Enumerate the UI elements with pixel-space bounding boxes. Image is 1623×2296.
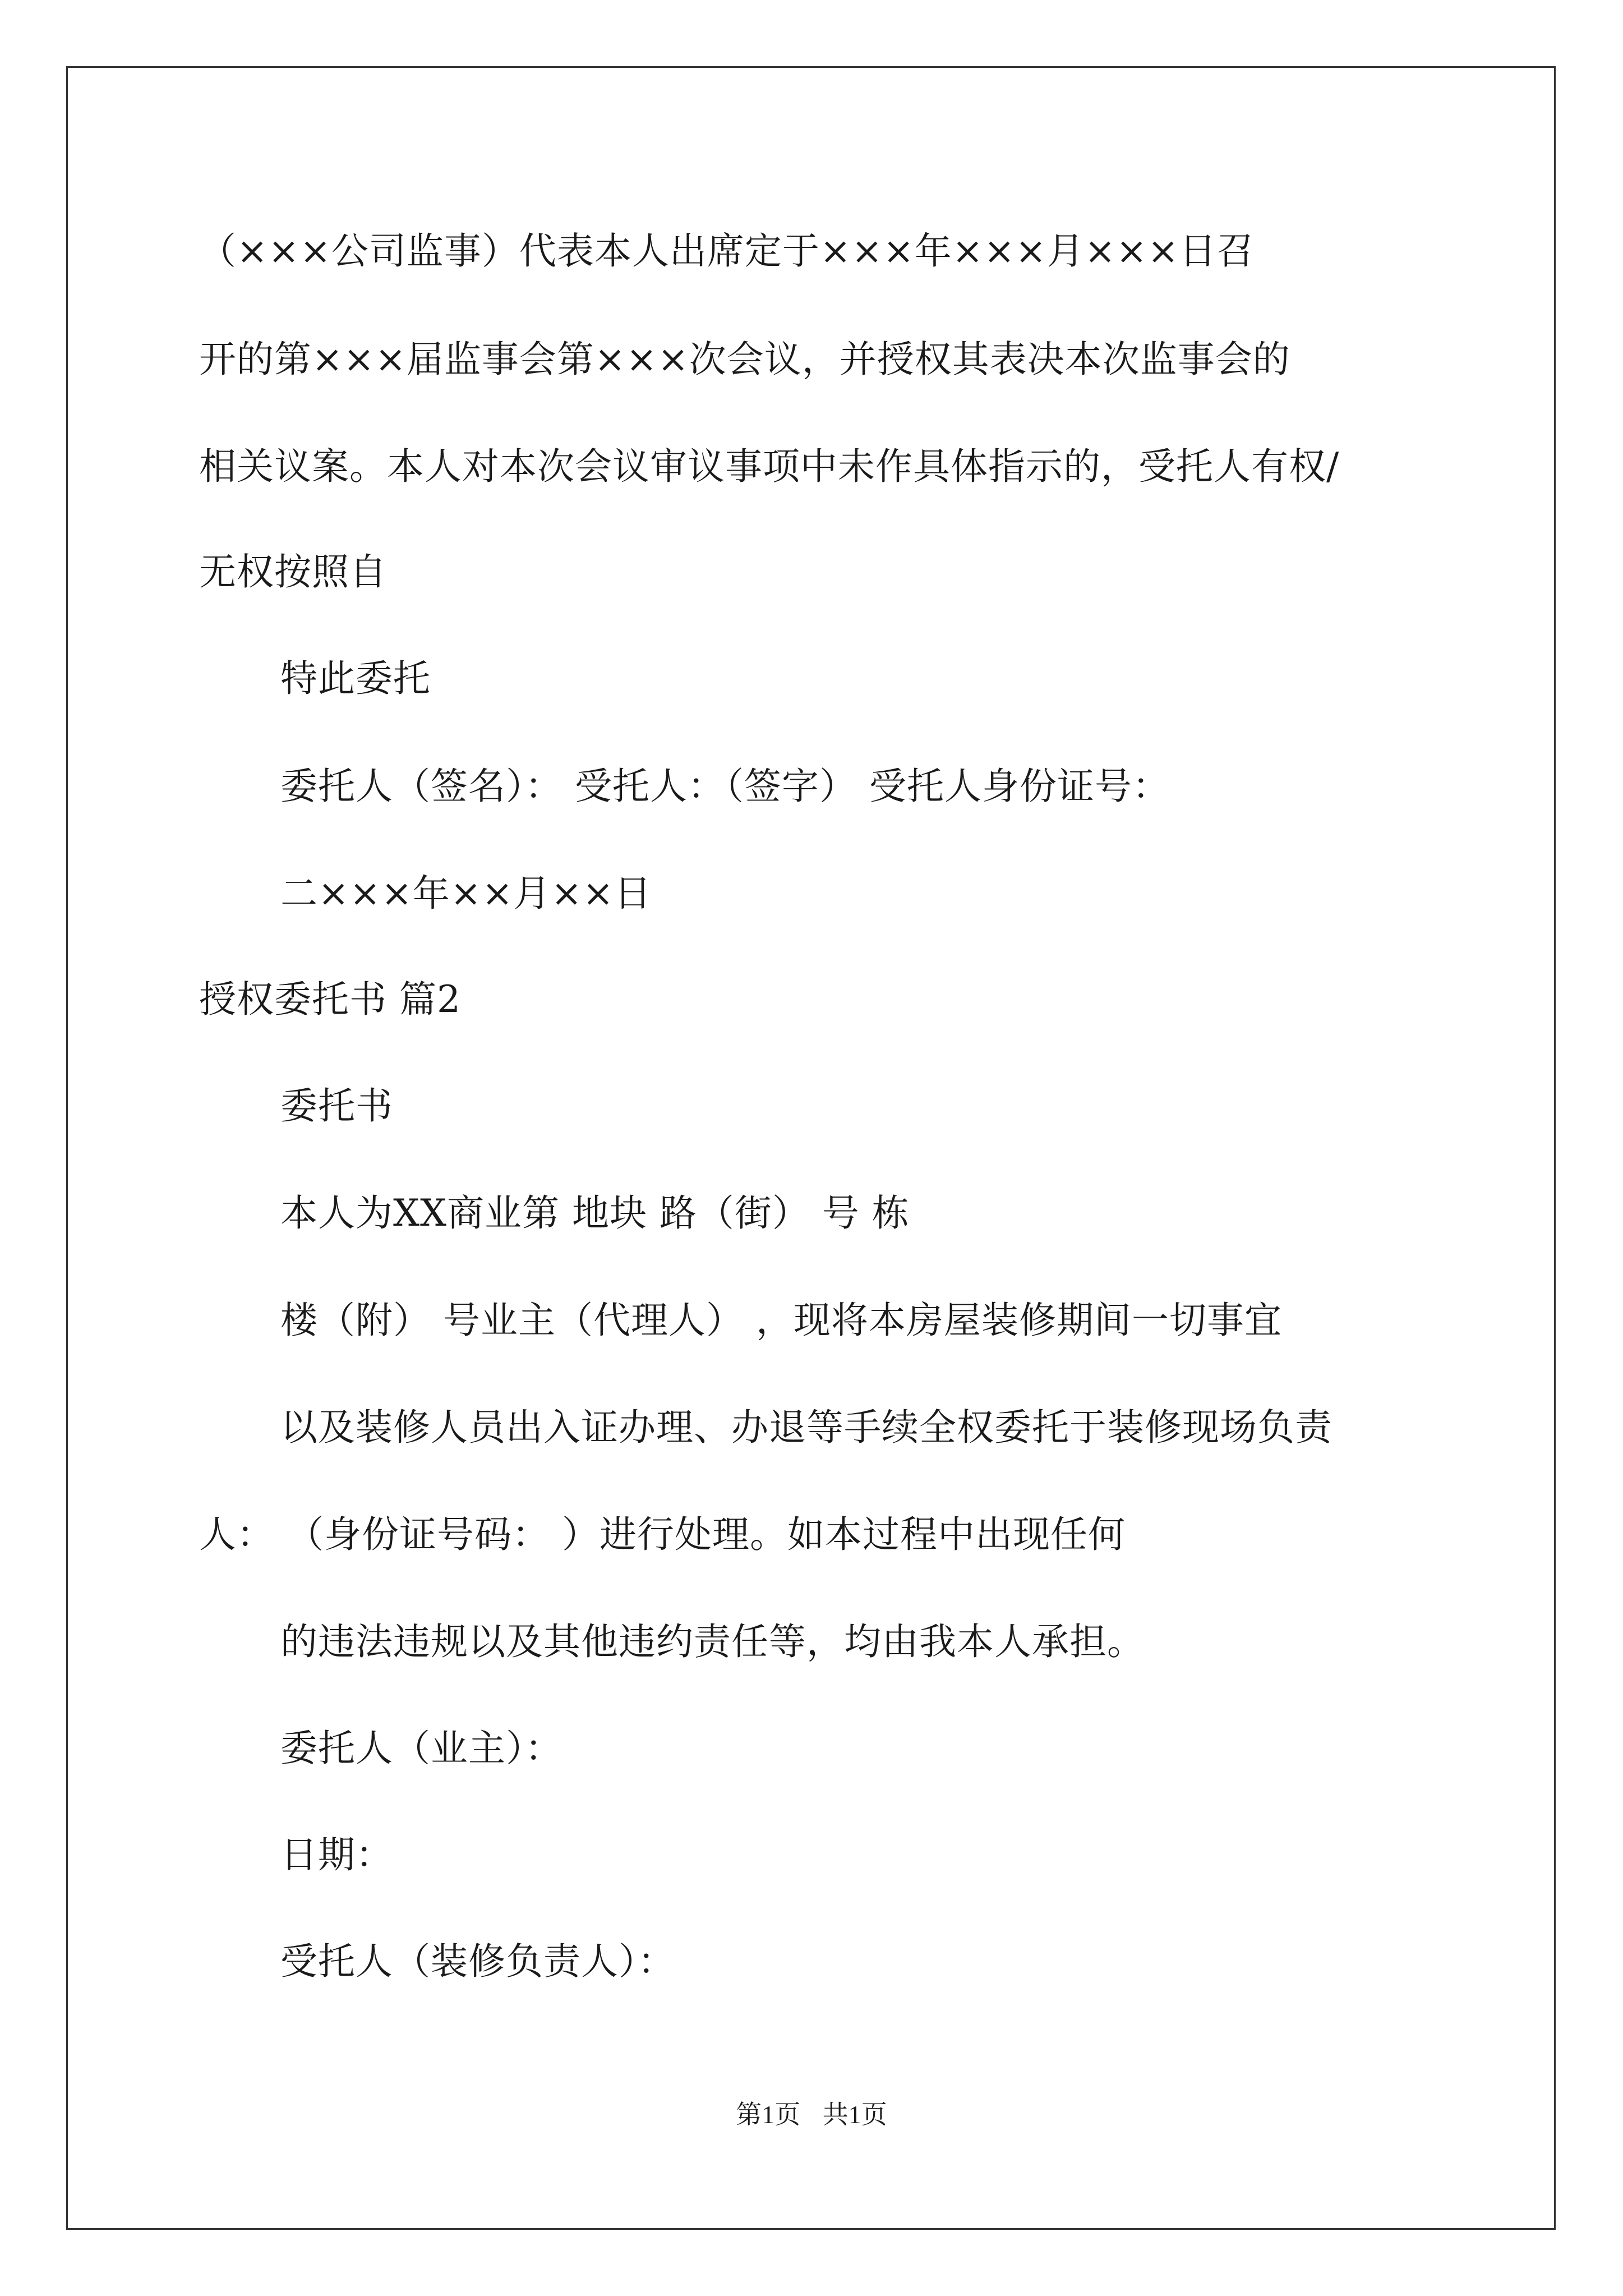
signature-line: 委托人（签名）： 受托人：（签字） 受托人身份证号： bbox=[280, 765, 1170, 808]
page-total: 共1页 bbox=[822, 2100, 887, 2129]
body-line-1: （×××公司监事）代表本人出席定于×××年×××月×××日召 bbox=[199, 229, 1255, 273]
body-line-2: 开的第×××届监事会第×××次会议，并授权其表决本次监事会的 bbox=[199, 338, 1290, 381]
body-line-3: 相关议案。本人对本次会议审议事项中未作具体指示的，受托人有权/ bbox=[199, 445, 1340, 488]
section-title: 委托书 bbox=[280, 1084, 393, 1128]
client-signature: 委托人（业主）： bbox=[280, 1727, 562, 1770]
body-line-14: 的违法违规以及其他违约责任等，均由我本人承担。 bbox=[280, 1620, 1145, 1663]
body-line-10: 本人为XX商业第 地块 路（街） 号 栋 bbox=[280, 1191, 910, 1235]
body-line-4: 无权按照自 bbox=[199, 550, 387, 593]
body-line-11: 楼（附） 号业主（代理人） ，现将本房屋装修期间一切事宜 bbox=[280, 1299, 1282, 1342]
page-border bbox=[66, 66, 1556, 2230]
body-line-13: 人： （身份证号码： ）进行处理。如本过程中出现任何 bbox=[199, 1513, 1126, 1556]
date-field: 日期： bbox=[280, 1833, 393, 1876]
page-number: 第1页 bbox=[736, 2100, 801, 2129]
section-heading: 授权委托书 篇2 bbox=[199, 978, 461, 1021]
agent-signature: 受托人（装修负责人）： bbox=[280, 1940, 675, 1983]
page-footer bbox=[0, 2098, 1623, 2132]
date-line: 二×××年××月××日 bbox=[280, 872, 652, 915]
body-line-12: 以及装修人员出入证办理、办退等手续全权委托于装修现场负责 bbox=[280, 1406, 1332, 1449]
entrust-statement: 特此委托 bbox=[280, 657, 431, 700]
